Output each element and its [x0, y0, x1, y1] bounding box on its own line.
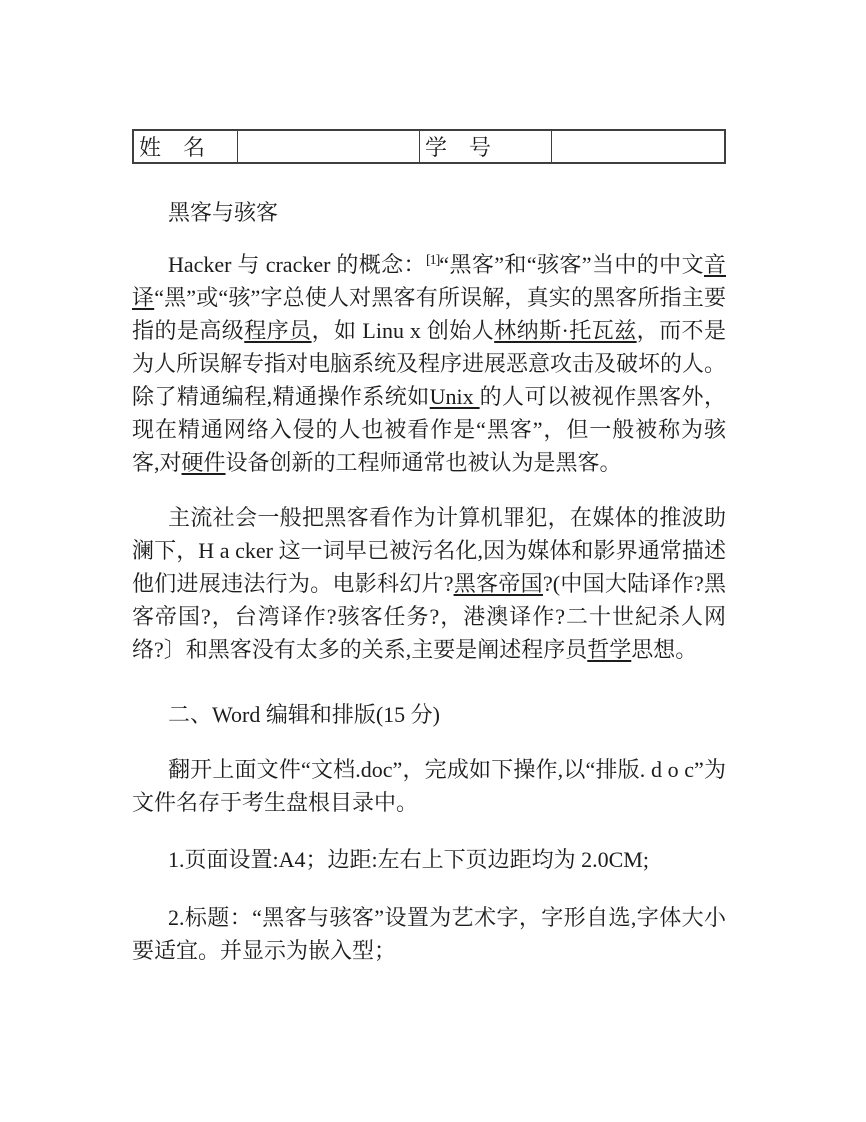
section-heading: 二、Word 编辑和排版(15 分): [168, 702, 440, 727]
text-segment: ，而不是为人所误解专指对电脑系统及程序进展恶意攻击及破坏的人。除了精通编程,精通操作系统如: [132, 318, 727, 409]
document-title: 黑客与骇客: [168, 200, 279, 225]
underlined-text-segment: 硬件: [181, 450, 226, 475]
student-id-label-cell: 学 号: [420, 130, 552, 163]
instruction-title-wordart: 2.标题：“黑客与骇客”设置为艺术字，字形自选,字体大小要适宜。并显示为嵌入型；: [132, 905, 726, 963]
name-value-cell: [238, 130, 420, 163]
underlined-text-segment: 黑客帝国: [453, 571, 543, 596]
text-segment: “黑客”和“骇客”当中的中文: [439, 252, 704, 277]
underlined-text-segment: 林纳斯·托瓦兹: [494, 318, 637, 343]
student-info-table: [132, 129, 726, 164]
text-segment: 设备创新的工程师通常也被认为是黑客。: [225, 450, 622, 475]
student-id-value-cell: [552, 130, 726, 163]
paragraph-mainstream-view: [132, 501, 726, 666]
text-segment: 思想。: [631, 637, 698, 662]
underlined-text-segment: 哲学: [587, 637, 632, 662]
footnote-marker: [1]: [425, 253, 440, 268]
underlined-text-segment: 程序员: [244, 318, 312, 343]
text-segment: 主流社会一般把黑客看作为计算机罪犯，在媒体的推波助澜下，H a cker 这一词早已被污名化,因为媒体和影界通常描述他们进展违法行为。电影科幻片?: [132, 505, 726, 596]
underlined-text-segment: 音译: [132, 252, 726, 310]
text-segment: ，如 Linu x 创始人: [311, 318, 495, 343]
paragraph-intro: 翻开上面文件“文档.doc”，完成如下操作,以“排版. d o c”为文件名存于考生盘根目录中。: [132, 757, 726, 815]
name-label-cell: 姓 名: [133, 130, 238, 163]
table-row: [133, 130, 725, 163]
text-segment: 的人可以被视作黑客外，现在精通网络入侵的人也被看作是“黑客”，但一般被称为骇客,对: [132, 384, 726, 475]
text-segment: Hacker 与 cracker 的概念：: [168, 252, 426, 277]
text-segment: ?(中国大陆译作?黑客帝国?，台湾译作?骇客任务?，港澳译作?二十世紀杀人网络?〕和黑客没有太多的关系,主要是阐述程序员: [132, 571, 726, 662]
paragraph-hacker-concept: [132, 248, 726, 479]
text-segment: “黑”或“骇”字总使人对黑客有所误解，真实的黑客所指主要指的是高级: [132, 285, 726, 343]
instruction-page-setup: 1.页面设置:A4；边距:左右上下页边距均为 2.0CM;: [168, 847, 649, 872]
underlined-text-segment: Unix: [429, 384, 480, 409]
